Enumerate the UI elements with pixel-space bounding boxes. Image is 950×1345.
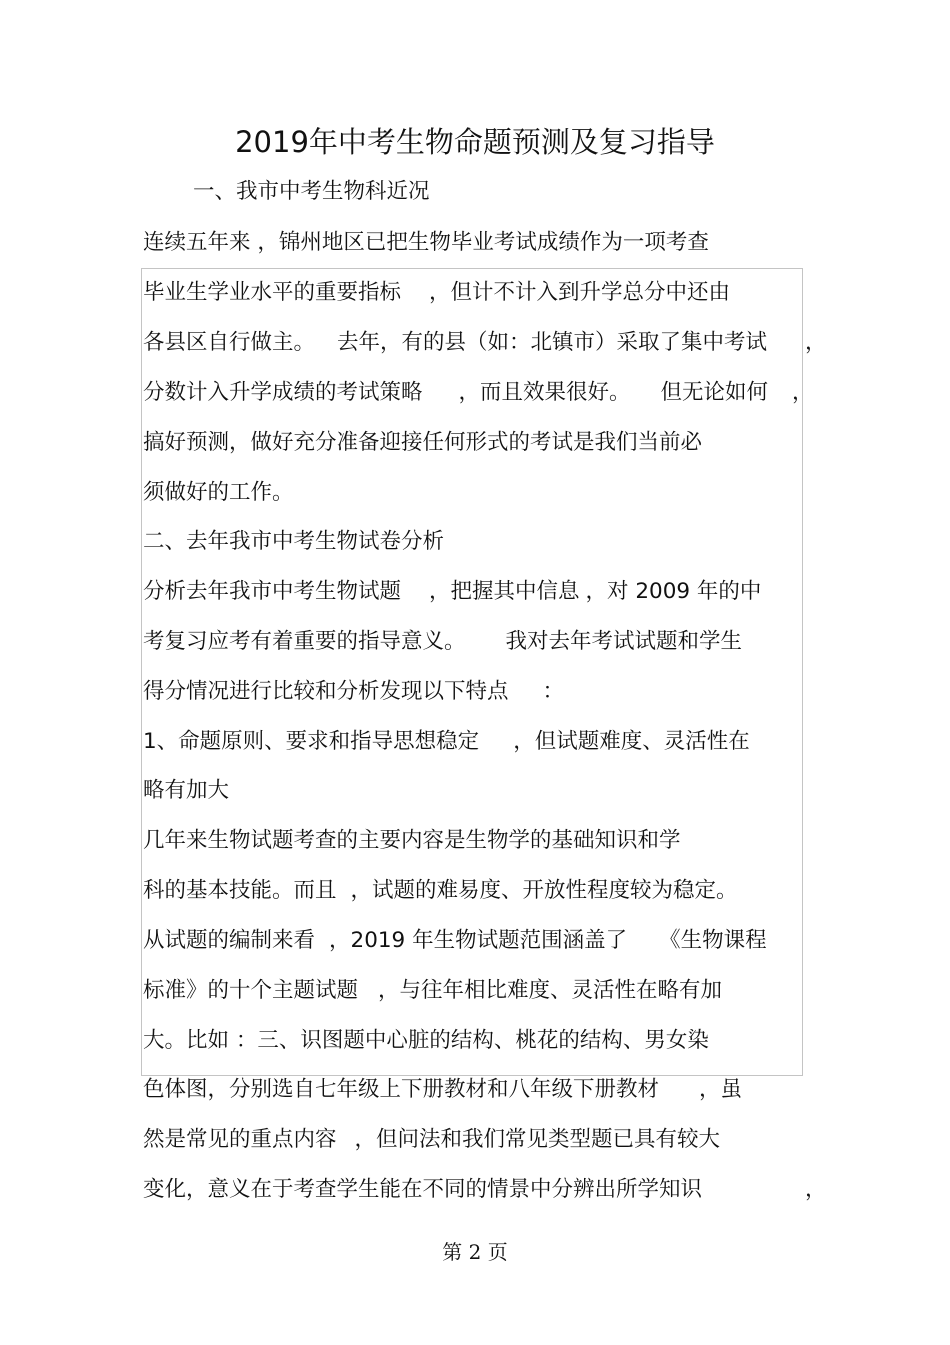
paragraph-line bbox=[143, 275, 730, 311]
paragraph-line bbox=[143, 574, 761, 610]
paragraph-line bbox=[143, 674, 564, 710]
text: ，对 2009 年的中 bbox=[585, 579, 762, 604]
text: 毕业生学业水平的重要指标 bbox=[143, 280, 402, 305]
paragraph-line bbox=[143, 1172, 702, 1208]
paragraph-line bbox=[143, 225, 709, 261]
text: ，2019 年生物试题范围涵盖了 bbox=[329, 928, 628, 953]
paragraph-line bbox=[143, 923, 767, 959]
paragraph-line bbox=[143, 1122, 720, 1158]
trailing-comma: ， bbox=[805, 1177, 827, 1202]
text: 《生物课程 bbox=[659, 928, 767, 953]
text: 我对去年考试试题和学生 bbox=[505, 629, 743, 654]
text: ，但计不计入到升学总分中还由 bbox=[429, 280, 731, 305]
paragraph-line bbox=[143, 823, 681, 859]
paragraph-line bbox=[143, 475, 294, 511]
text: ，而且效果很好。 bbox=[458, 380, 631, 405]
text: ，虽 bbox=[699, 1077, 743, 1102]
text: ，但问法和我们常见类型题已具有较大 bbox=[354, 1127, 721, 1152]
text: 几年来生物试题考查的主要内容是生物学的基础知识和学 bbox=[143, 828, 681, 853]
paragraph-line bbox=[143, 425, 702, 461]
text: 搞好预测，做好充分准备迎接任何形式的考试是我们当前必 bbox=[143, 430, 703, 455]
text: 大。比如 ：三、识图题中心脏的结构、桃花的结构、男女染 bbox=[143, 1028, 709, 1053]
paragraph-line bbox=[143, 325, 767, 361]
text: 分析去年我市中考生物试题 bbox=[143, 579, 402, 604]
trailing-comma: ， bbox=[792, 380, 814, 405]
text: 二、去年我市中考生物试卷分析 bbox=[143, 529, 445, 554]
subsection-heading bbox=[143, 724, 750, 760]
text: 得分情况进行比较和分析发现以下特点 bbox=[143, 679, 509, 704]
page-number: 第 2 页 bbox=[442, 1240, 508, 1264]
text: 各县区自行做主。 bbox=[143, 330, 316, 355]
text: 从试题的编制来看 bbox=[143, 928, 316, 953]
text: 标准》的十个主题试题 bbox=[143, 978, 359, 1003]
trailing-comma: ， bbox=[805, 330, 827, 355]
text: 略有加大 bbox=[143, 778, 230, 803]
text: 变化，意义在于考查学生能在不同的情景中分辨出所学知识 bbox=[143, 1177, 703, 1202]
paragraph-line bbox=[143, 375, 768, 411]
text: 但无论如何 bbox=[660, 380, 769, 405]
paragraph-line bbox=[143, 773, 229, 809]
text: 1、命题原则、要求和指导思想稳定 bbox=[143, 729, 480, 754]
document-title: 2019年中考生物命题预测及复习指导 bbox=[235, 125, 715, 159]
text: 须做好的工作。 bbox=[143, 480, 294, 505]
text: 考复习应考有着重要的指导意义。 bbox=[143, 629, 466, 654]
text: ，试题的难易度、开放性程度较为稳定。 bbox=[350, 878, 738, 903]
text: 去年，有的县（如：北镇市）采取了集中考试 bbox=[337, 330, 768, 355]
paragraph-line bbox=[143, 1023, 709, 1059]
text: ，但试题难度、灵活性在 bbox=[513, 729, 750, 754]
paragraph-line bbox=[143, 973, 722, 1009]
text: 然是常见的重点内容 bbox=[143, 1127, 337, 1152]
paragraph-line bbox=[143, 873, 738, 909]
text: 分数计入升学成绩的考试策略 bbox=[143, 380, 423, 405]
text: 连续五年来 ，锦州地区已把生物毕业考试成绩作为一项考查 bbox=[143, 230, 709, 255]
text: 色体图，分别选自七年级上下册教材和八年级下册教材 bbox=[143, 1077, 660, 1102]
text: 一、我市中考生物科近况 bbox=[193, 179, 430, 204]
paragraph-line bbox=[143, 624, 742, 660]
text: ： bbox=[542, 679, 565, 704]
paragraph-line bbox=[143, 1072, 742, 1108]
section-heading-1 bbox=[193, 174, 430, 210]
text: ，把握其中信息 bbox=[429, 579, 580, 604]
text: ，与往年相比难度、灵活性在略有加 bbox=[378, 978, 723, 1003]
section-heading-2 bbox=[143, 524, 444, 560]
text: 科的基本技能。而且 bbox=[143, 878, 337, 903]
